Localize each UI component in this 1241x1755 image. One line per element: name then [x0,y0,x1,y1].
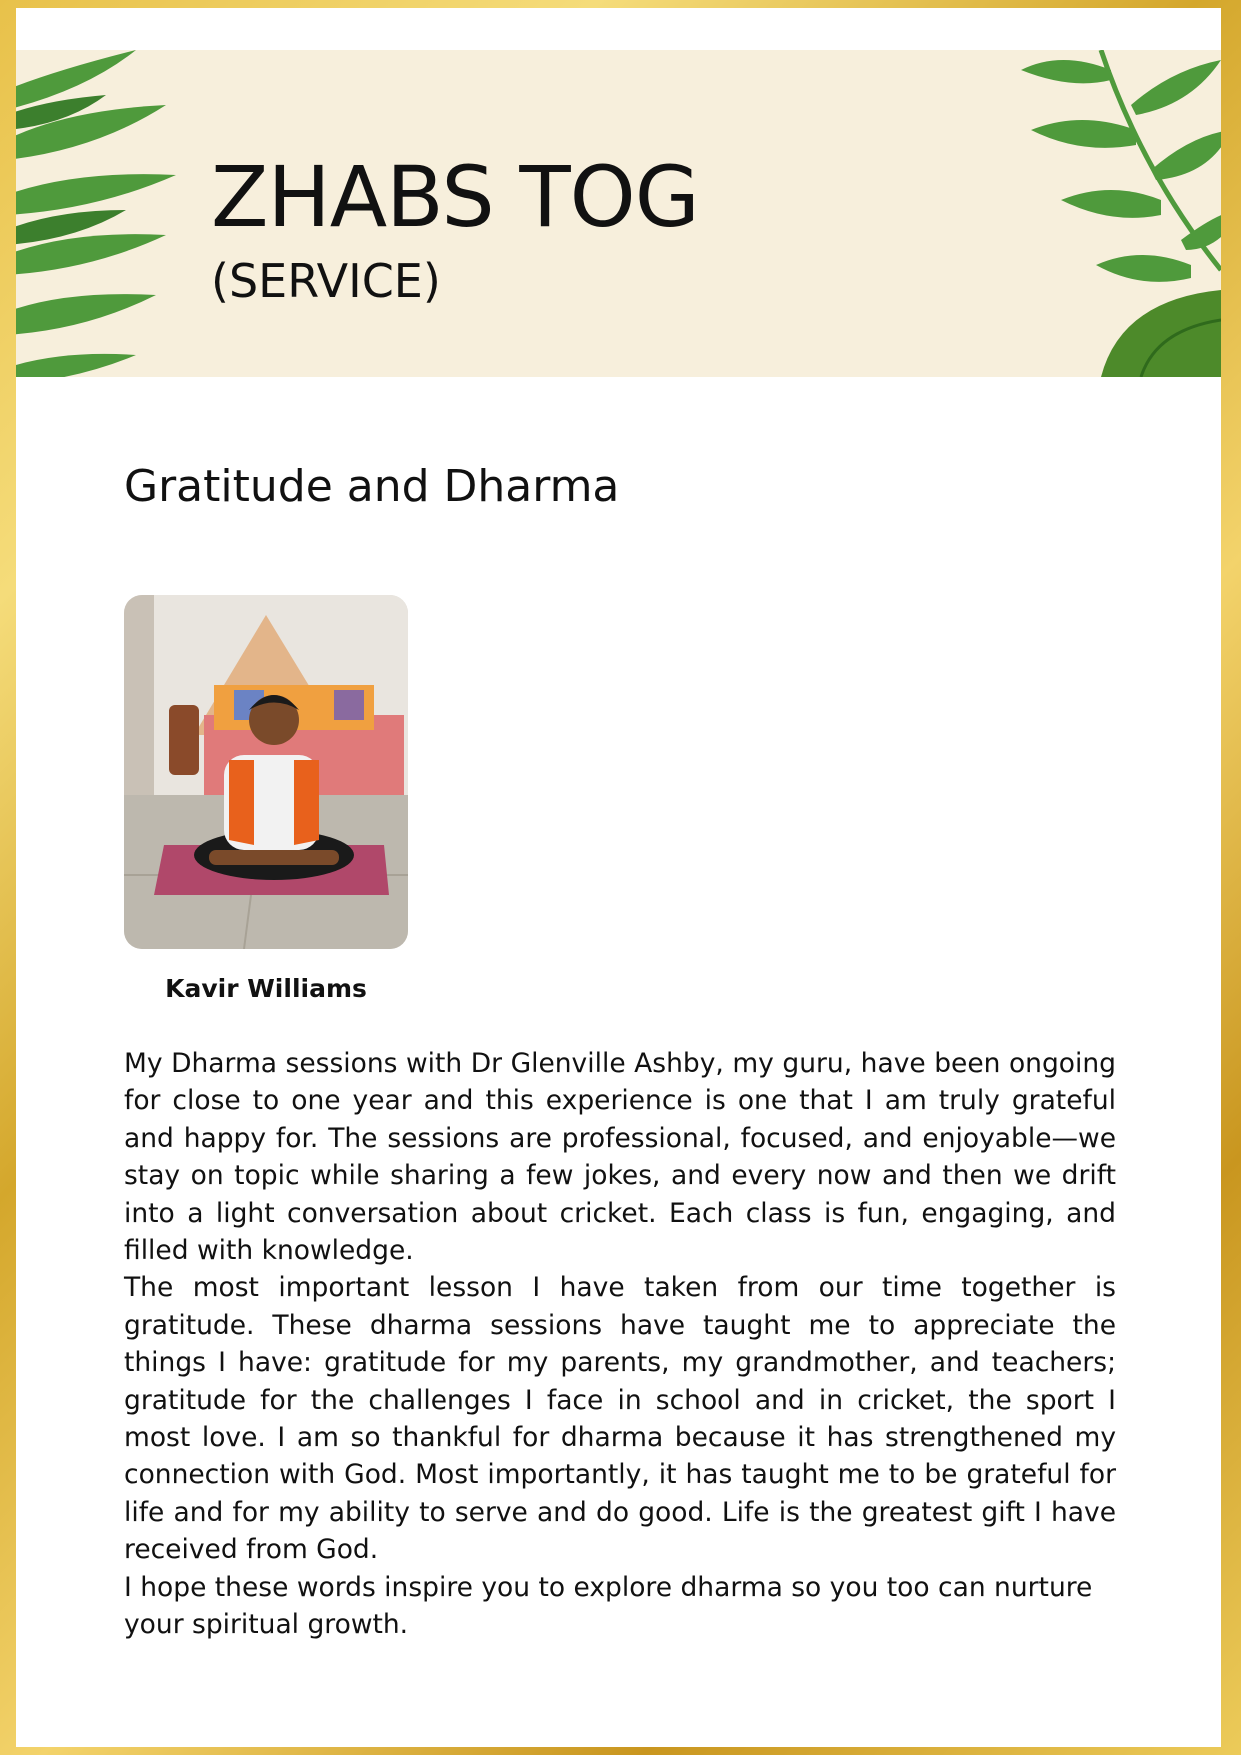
leaf-decoration-right-icon [981,50,1221,377]
paragraph: My Dharma sessions with Dr Glenville Ashby, my guru, have been ongoing for close to one year and this experience is one that I am truly grateful and happy for. The sessions are professional, focused, and enjoyable—we stay on topic while sharing a few jokes, and every now and then we drift into a light conversation about cricket. Each class is fun, engaging, and filled with knowledge. [124,1048,1116,1267]
paragraph: The most important lesson I have taken from our time together is gratitude. These dharma sessions have taught me to appreciate the things I have: gratitude for my parents, my grandmother, and teachers; gratitude for the challenges I face in school and in cricket, the sport I most love. I am so thankful for dharma because it has strengthened my connection with God. Most importantly, it has taught me to be grateful for life and for my ability to serve and do good. Life is the greatest gift I have received from God. [124,1272,1116,1566]
leaf-decoration-left-icon [16,50,196,377]
banner-title: ZHABS TOG [211,148,699,246]
page [16,8,1221,1747]
paragraph: I hope these words inspire you to explore dharma so you too can nurture your spiritual growth. [124,1571,1093,1641]
author-photo [124,595,408,949]
article-heading: Gratitude and Dharma [124,461,620,512]
header-banner [16,50,1221,377]
article-body [124,1045,1116,1644]
banner-subtitle: (SERVICE) [211,254,441,308]
author-name: Kavir Williams [165,974,367,1003]
